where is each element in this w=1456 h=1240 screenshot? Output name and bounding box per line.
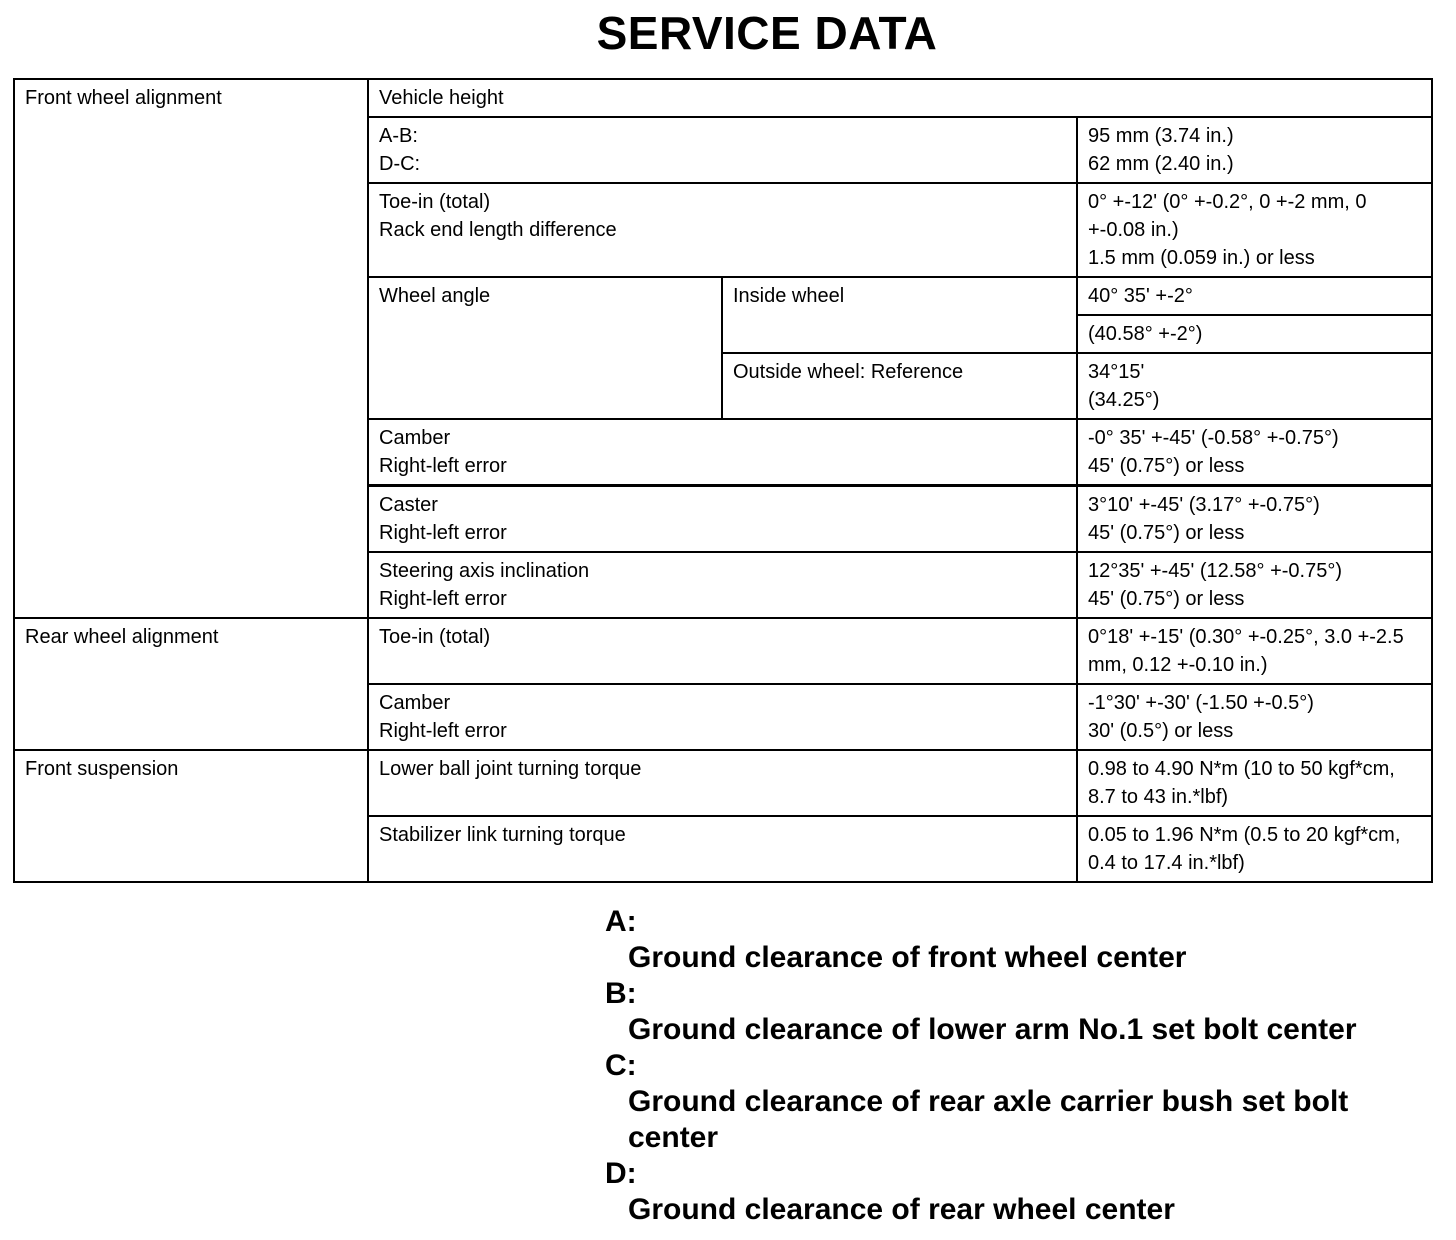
rear-camber-label: Camber Right-left error: [368, 684, 1077, 750]
inside-wheel-label: Inside wheel: [722, 277, 1077, 353]
legend-desc-d: Ground clearance of rear wheel center: [628, 1193, 1175, 1226]
vehicle-height-items: A-B: D-C:: [368, 117, 1077, 183]
legend-desc-a: Ground clearance of front wheel center: [628, 941, 1187, 974]
legend-key-a: A:: [605, 905, 637, 938]
steering-axis-value: 12°35' +-45' (12.58° +-0.75°) 45' (0.75°) or less: [1077, 552, 1432, 618]
stabilizer-link-label: Stabilizer link turning torque: [368, 816, 1077, 882]
front-camber-value: -0° 35' +-45' (-0.58° +-0.75°) 45' (0.75°) or less: [1077, 419, 1432, 486]
page-title: SERVICE DATA: [596, 7, 938, 59]
rear-toe-in-value: 0°18' +-15' (0.30° +-0.25°, 3.0 +-2.5 mm, 0.12 +-0.10 in.): [1077, 618, 1432, 684]
legend: [605, 904, 1405, 1228]
wheel-angle-label: Wheel angle: [368, 277, 722, 419]
rear-wheel-alignment-group: Rear wheel alignment: [14, 618, 368, 750]
front-suspension-group: Front suspension: [14, 750, 368, 882]
service-data-table: [13, 78, 1433, 883]
outside-wheel-label: Outside wheel: Reference: [722, 353, 1077, 419]
inside-wheel-value-dec: (40.58° +-2°): [1077, 315, 1432, 353]
front-camber-label: Camber Right-left error: [368, 419, 1077, 486]
table-row: [14, 79, 1432, 117]
lower-ball-joint-label: Lower ball joint turning torque: [368, 750, 1077, 816]
rear-toe-in-label: Toe-in (total): [368, 618, 1077, 684]
lower-ball-joint-value: 0.98 to 4.90 N*m (10 to 50 kgf*cm, 8.7 to 43 in.*lbf): [1077, 750, 1432, 816]
legend-key-c: C:: [605, 1049, 637, 1082]
steering-axis-label: Steering axis inclination Right-left error: [368, 552, 1077, 618]
legend-key-d: D:: [605, 1157, 637, 1190]
legend-desc-c: Ground clearance of rear axle carrier bush set bolt center: [628, 1085, 1349, 1154]
table-row: [14, 750, 1432, 816]
rear-camber-value: -1°30' +-30' (-1.50 +-0.5°) 30' (0.5°) or less: [1077, 684, 1432, 750]
outside-wheel-value: 34°15' (34.25°): [1077, 353, 1432, 419]
table-row: [14, 618, 1432, 684]
legend-key-b: B:: [605, 977, 637, 1010]
vehicle-height-label: Vehicle height: [368, 79, 1432, 117]
inside-wheel-value-deg: 40° 35' +-2°: [1077, 277, 1432, 315]
caster-label: Caster Right-left error: [368, 486, 1077, 553]
stabilizer-link-value: 0.05 to 1.96 N*m (0.5 to 20 kgf*cm, 0.4 to 17.4 in.*lbf): [1077, 816, 1432, 882]
legend-desc-b: Ground clearance of lower arm No.1 set bolt center: [628, 1013, 1357, 1046]
vehicle-height-values: 95 mm (3.74 in.) 62 mm (2.40 in.): [1077, 117, 1432, 183]
front-wheel-alignment-group: Front wheel alignment: [14, 79, 368, 618]
caster-value: 3°10' +-45' (3.17° +-0.75°) 45' (0.75°) or less: [1077, 486, 1432, 553]
toe-in-value: 0° +-12' (0° +-0.2°, 0 +-2 mm, 0 +-0.08 in.) 1.5 mm (0.059 in.) or less: [1077, 183, 1432, 277]
toe-in-label: Toe-in (total) Rack end length difference: [368, 183, 1077, 277]
